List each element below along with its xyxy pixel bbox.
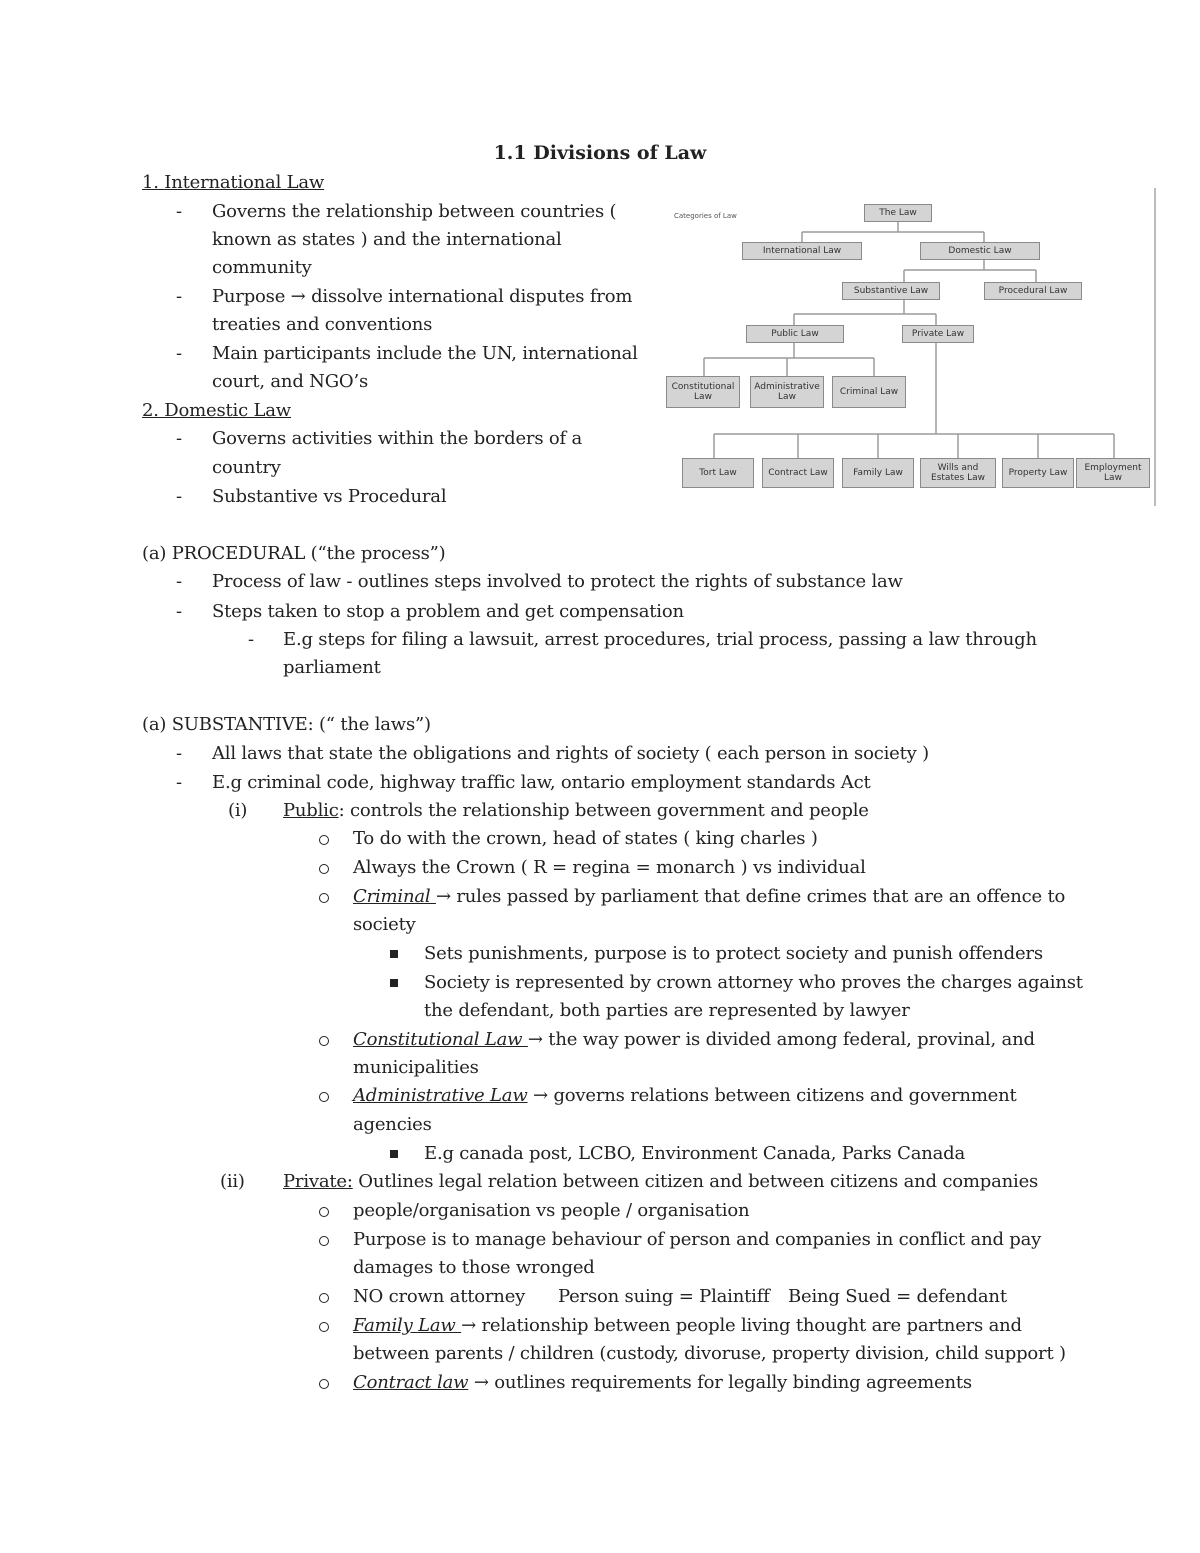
proc-bullet-3b: parliament	[283, 657, 381, 678]
bullet-dash: -	[176, 743, 183, 764]
private-number: (ii)	[220, 1171, 245, 1192]
international-law-heading: 1. International Law	[142, 172, 325, 193]
bullet-dash: -	[176, 772, 183, 793]
administrative-text: → governs relations between citizens and government	[527, 1085, 1017, 1106]
circle-bullet	[319, 1379, 329, 1389]
square-bullet	[390, 1150, 398, 1158]
node-tort-law: Tort Law	[682, 458, 754, 488]
criminal-s2b: the defendant, both parties are represented by lawyer	[424, 1000, 910, 1021]
node-international-law: International Law	[742, 242, 862, 260]
administrative-line	[353, 1085, 1017, 1107]
circle-bullet	[319, 1322, 329, 1332]
circle-bullet	[319, 1293, 329, 1303]
contract-line	[353, 1372, 972, 1394]
dom-bullet-1b: country	[212, 457, 281, 478]
domestic-law-heading: 2. Domestic Law	[142, 400, 292, 421]
contract-text: → outlines requirements for legally binding agreements	[468, 1372, 972, 1393]
circle-bullet	[319, 1207, 329, 1217]
administrative-s3: E.g canada post, LCBO, Environment Canada, Parks Canada	[424, 1143, 965, 1164]
criminal-s1: Sets punishments, purpose is to protect society and punish offenders	[424, 943, 1043, 964]
public-line	[283, 800, 869, 822]
proc-bullet-2: Steps taken to stop a problem and get compensation	[212, 601, 684, 622]
circle-bullet	[319, 1236, 329, 1246]
constitutional-label: Constitutional Law	[353, 1029, 528, 1050]
private-c2a: Purpose is to manage behaviour of person and companies in conflict and pay	[353, 1229, 1042, 1250]
node-substantive-law: Substantive Law	[842, 282, 940, 300]
node-private-law: Private Law	[902, 325, 974, 343]
node-constitutional-law: Constitutional Law	[666, 376, 740, 408]
circle-bullet	[319, 864, 329, 874]
intl-bullet-3b: court, and NGO’s	[212, 371, 369, 392]
bullet-dash: -	[176, 601, 183, 622]
private-text: Outlines legal relation between citizen and between citizens and companies	[352, 1171, 1039, 1192]
contract-label: Contract law	[353, 1372, 469, 1393]
criminal-text-b: society	[353, 914, 416, 935]
intl-bullet-1a: Governs the relationship between countries (	[212, 201, 617, 222]
administrative-text-b: agencies	[353, 1114, 432, 1135]
circle-bullet	[319, 893, 329, 903]
node-contract-law: Contract Law	[762, 458, 834, 488]
node-wills-estates-law: Wills and Estates Law	[920, 458, 996, 488]
categories-of-law-chart	[664, 188, 1160, 506]
proc-bullet-3a: E.g steps for filing a lawsuit, arrest procedures, trial process, passing a law through	[283, 629, 1037, 650]
family-label: Family Law	[353, 1315, 462, 1336]
bullet-dash: -	[176, 201, 183, 222]
node-employment-law: Employment Law	[1076, 458, 1150, 488]
public-c1: To do with the crown, head of states ( king charles )	[353, 828, 818, 849]
family-line	[353, 1315, 1022, 1337]
intl-bullet-3a: Main participants include the UN, international	[212, 343, 638, 364]
private-c3b: Person suing = Plaintiff	[558, 1286, 770, 1307]
bullet-dash: -	[176, 286, 183, 307]
square-bullet	[390, 979, 398, 987]
circle-bullet	[319, 1092, 329, 1102]
bullet-dash: -	[248, 629, 255, 650]
node-procedural-law: Procedural Law	[984, 282, 1082, 300]
public-text: : controls the relationship between government and people	[338, 800, 869, 821]
dom-bullet-2: Substantive vs Procedural	[212, 486, 447, 507]
family-text-b: between parents / children (custody, divoruse, property division, child support )	[353, 1343, 1066, 1364]
criminal-s2a: Society is represented by crown attorney who proves the charges against	[424, 972, 1083, 993]
constitutional-line	[353, 1029, 1035, 1051]
circle-bullet	[319, 835, 329, 845]
intl-bullet-2b: treaties and conventions	[212, 314, 433, 335]
private-c3a: NO crown attorney	[353, 1286, 526, 1307]
criminal-label: Criminal	[353, 886, 436, 907]
node-public-law: Public Law	[746, 325, 844, 343]
subst-bullet-2: E.g criminal code, highway traffic law, ontario employment standards Act	[212, 772, 871, 793]
criminal-line	[353, 886, 1065, 908]
node-domestic-law: Domestic Law	[920, 242, 1040, 260]
private-c3c: Being Sued = defendant	[788, 1286, 1007, 1307]
procedural-heading: (a) PROCEDURAL (“the process”)	[142, 543, 446, 564]
square-bullet	[390, 950, 398, 958]
intl-bullet-2a: Purpose → dissolve international disputes from	[212, 286, 633, 307]
public-number: (i)	[228, 800, 248, 821]
substantive-heading: (a) SUBSTANTIVE: (“ the laws”)	[142, 714, 431, 735]
constitutional-text: → the way power is divided among federal, provinal, and	[527, 1029, 1035, 1050]
node-family-law: Family Law	[842, 458, 914, 488]
circle-bullet	[319, 1036, 329, 1046]
node-the-law: The Law	[864, 204, 932, 222]
subst-bullet-1: All laws that state the obligations and rights of society ( each person in society )	[212, 743, 929, 764]
chart-caption: Categories of Law	[674, 212, 737, 220]
administrative-label: Administrative Law	[353, 1085, 528, 1106]
proc-bullet-1: Process of law - outlines steps involved to protect the rights of substance law	[212, 571, 903, 592]
bullet-dash: -	[176, 343, 183, 364]
private-label: Private:	[283, 1171, 353, 1192]
intl-bullet-1c: community	[212, 257, 312, 278]
private-line	[283, 1171, 1038, 1193]
intl-bullet-1b: known as states ) and the international	[212, 229, 562, 250]
bullet-dash: -	[176, 486, 183, 507]
criminal-text: → rules passed by parliament that define crimes that are an offence to	[435, 886, 1066, 907]
page-title: 1.1 Divisions of Law	[493, 142, 707, 164]
bullet-dash: -	[176, 428, 183, 449]
private-c2b: damages to those wronged	[353, 1257, 595, 1278]
private-c1: people/organisation vs people / organisation	[353, 1200, 750, 1221]
public-label: Public	[283, 800, 339, 821]
dom-bullet-1a: Governs activities within the borders of a	[212, 428, 583, 449]
family-text: → relationship between people living thought are partners and	[461, 1315, 1022, 1336]
node-criminal-law: Criminal Law	[832, 376, 906, 408]
constitutional-text-b: municipalities	[353, 1057, 479, 1078]
bullet-dash: -	[176, 571, 183, 592]
chart-border	[1154, 188, 1156, 506]
public-c2: Always the Crown ( R = regina = monarch ) vs individual	[353, 857, 866, 878]
node-property-law: Property Law	[1002, 458, 1074, 488]
node-administrative-law: Administrative Law	[750, 376, 824, 408]
